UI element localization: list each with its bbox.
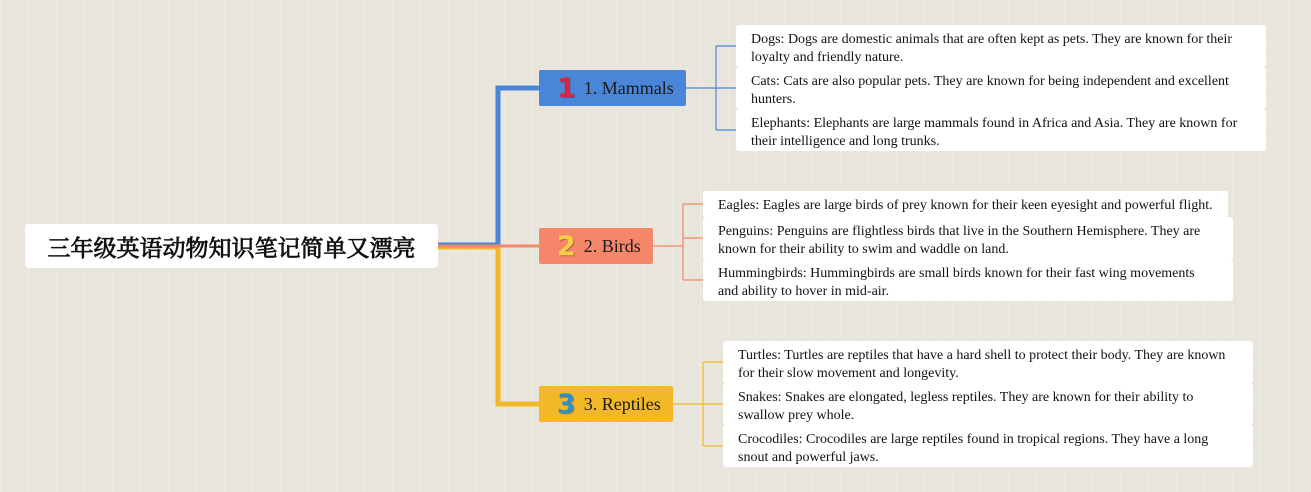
connector-root-mammals [438,88,539,245]
leaf-text: Hummingbirds: Hummingbirds are small birds known for their fast wing movements and ability to hover in mid-air. [718,266,1195,299]
leaf-penguins[interactable] [703,217,1233,259]
branch-mammals[interactable] [539,70,686,106]
leaf-snakes[interactable] [723,383,1253,425]
leaf-crocodiles[interactable] [723,425,1253,467]
connector-mammals-leaves [686,46,736,130]
root-title: 三年级英语动物知识笔记简单又漂亮 [47,235,416,262]
leaf-elephants[interactable] [736,109,1266,151]
root-topic[interactable] [25,224,438,268]
leaf-hummingbirds[interactable] [703,259,1233,301]
number-three-badge: 3 [557,388,576,420]
leaf-text: Cats: Cats are also popular pets. They are known for being independent and excellent hunters. [751,74,1229,107]
leaf-dogs[interactable] [736,25,1266,67]
leaf-text: Dogs: Dogs are domestic animals that are often kept as pets. They are known for their loyalty and friendly nature. [751,32,1233,65]
leaf-cats[interactable] [736,67,1266,109]
number-two-badge: 2 [557,230,576,262]
leaf-eagles[interactable] [703,191,1228,217]
connector-root-reptiles [438,247,539,404]
leaf-text: Penguins: Penguins are flightless birds that live in the Southern Hemisphere. They are known for their ability to swim and waddle on land. [718,224,1201,257]
connector-birds-leaves [653,204,703,280]
connector-reptiles-leaves [673,362,723,446]
leaf-text: Snakes: Snakes are elongated, legless reptiles. They are known for their ability to swallow prey whole. [738,390,1194,423]
leaf-text: Elephants: Elephants are large mammals found in Africa and Asia. They are known for their intelligence and long trunks. [751,116,1238,149]
branch-label: 1. Mammals [583,77,674,98]
number-one-badge: 1 [557,72,576,104]
leaf-text: Eagles: Eagles are large birds of prey known for their keen eyesight and powerful flight. [718,198,1213,213]
branch-birds[interactable] [539,228,653,264]
leaf-turtles[interactable] [723,341,1253,383]
leaf-text: Crocodiles: Crocodiles are large reptiles found in tropical regions. They have a long snout and powerful jaws. [738,432,1209,465]
branch-reptiles[interactable] [539,386,673,422]
branch-label: 3. Reptiles [583,393,661,414]
leaf-text: Turtles: Turtles are reptiles that have a hard shell to protect their body. They are known for their slow movement and longevity. [738,348,1226,381]
branch-label: 2. Birds [583,235,641,256]
